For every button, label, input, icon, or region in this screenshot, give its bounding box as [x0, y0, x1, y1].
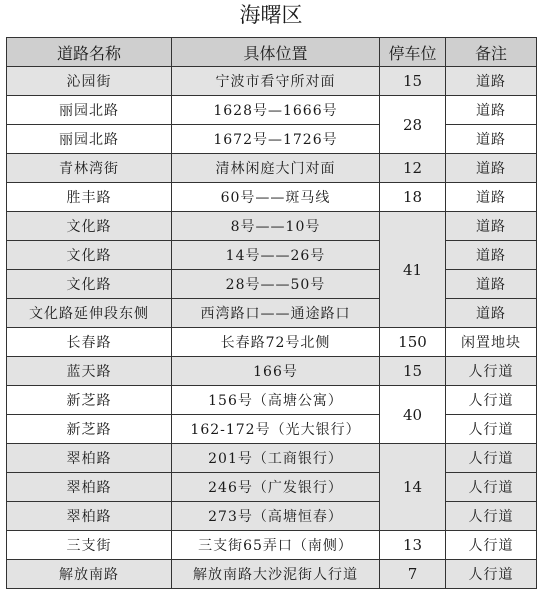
spaces-cell: 14 [380, 444, 446, 531]
location-cell: 246号（广发银行） [172, 473, 380, 502]
location-cell: 宁波市看守所对面 [172, 67, 380, 96]
table-row [7, 299, 537, 328]
note-cell: 人行道 [446, 531, 537, 560]
note-cell: 道路 [446, 299, 537, 328]
spaces-cell: 40 [380, 386, 446, 444]
note-cell: 人行道 [446, 415, 537, 444]
table-row [7, 125, 537, 154]
location-cell: 清林闲庭大门对面 [172, 154, 380, 183]
location-cell: 解放南路大沙泥街人行道 [172, 560, 380, 589]
spaces-cell: 7 [380, 560, 446, 589]
table-row [7, 67, 537, 96]
location-cell: 1672号—1726号 [172, 125, 380, 154]
note-cell: 道路 [446, 154, 537, 183]
spaces-cell: 150 [380, 328, 446, 357]
table-header-row [7, 38, 537, 67]
spaces-cell: 15 [380, 357, 446, 386]
road-cell: 解放南路 [7, 560, 172, 589]
spaces-cell: 13 [380, 531, 446, 560]
road-cell: 长春路 [7, 328, 172, 357]
table-row [7, 415, 537, 444]
road-cell: 新芝路 [7, 415, 172, 444]
location-cell: 273号（高塘恒春） [172, 502, 380, 531]
spaces-cell: 15 [380, 67, 446, 96]
road-cell: 沁园街 [7, 67, 172, 96]
spaces-cell: 18 [380, 183, 446, 212]
table-row [7, 270, 537, 299]
road-cell: 胜丰路 [7, 183, 172, 212]
table-row [7, 386, 537, 415]
location-cell: 201号（工商银行） [172, 444, 380, 473]
note-cell: 道路 [446, 67, 537, 96]
page-title: 海曙区 [239, 3, 303, 27]
table-row [7, 183, 537, 212]
road-cell: 青林湾街 [7, 154, 172, 183]
table-row [7, 531, 537, 560]
road-cell: 翠柏路 [7, 444, 172, 473]
spaces-cell: 28 [380, 96, 446, 154]
table-row [7, 560, 537, 589]
note-cell: 道路 [446, 212, 537, 241]
road-cell: 文化路 [7, 212, 172, 241]
road-cell: 翠柏路 [7, 473, 172, 502]
road-cell: 文化路延伸段东侧 [7, 299, 172, 328]
note-cell: 道路 [446, 96, 537, 125]
location-cell: 156号（高塘公寓） [172, 386, 380, 415]
table-row [7, 212, 537, 241]
road-cell: 新芝路 [7, 386, 172, 415]
parking-table [6, 37, 537, 589]
location-cell: 162-172号（光大银行） [172, 415, 380, 444]
note-cell: 人行道 [446, 473, 537, 502]
table-row [7, 357, 537, 386]
header-location: 具体位置 [172, 38, 380, 67]
note-cell: 人行道 [446, 502, 537, 531]
table-row [7, 96, 537, 125]
table-row [7, 473, 537, 502]
road-cell: 文化路 [7, 241, 172, 270]
location-cell: 长春路72号北侧 [172, 328, 380, 357]
header-road-name: 道路名称 [7, 38, 172, 67]
location-cell: 60号——斑马线 [172, 183, 380, 212]
location-cell: 14号——26号 [172, 241, 380, 270]
location-cell: 166号 [172, 357, 380, 386]
road-cell: 丽园北路 [7, 96, 172, 125]
road-cell: 翠柏路 [7, 502, 172, 531]
location-cell: 三支街65弄口（南侧） [172, 531, 380, 560]
note-cell: 闲置地块 [446, 328, 537, 357]
note-cell: 道路 [446, 183, 537, 212]
note-cell: 人行道 [446, 386, 537, 415]
note-cell: 人行道 [446, 444, 537, 473]
table-row [7, 328, 537, 357]
header-note: 备注 [446, 38, 537, 67]
spaces-cell: 12 [380, 154, 446, 183]
location-cell: 28号——50号 [172, 270, 380, 299]
note-cell: 道路 [446, 241, 537, 270]
road-cell: 蓝天路 [7, 357, 172, 386]
table-row [7, 444, 537, 473]
spaces-cell: 41 [380, 212, 446, 328]
note-cell: 道路 [446, 270, 537, 299]
location-cell: 1628号—1666号 [172, 96, 380, 125]
road-cell: 丽园北路 [7, 125, 172, 154]
table-row [7, 241, 537, 270]
table-row [7, 502, 537, 531]
note-cell: 道路 [446, 125, 537, 154]
note-cell: 人行道 [446, 357, 537, 386]
road-cell: 文化路 [7, 270, 172, 299]
road-cell: 三支街 [7, 531, 172, 560]
location-cell: 8号——10号 [172, 212, 380, 241]
table-row [7, 154, 537, 183]
location-cell: 西湾路口——通途路口 [172, 299, 380, 328]
note-cell: 人行道 [446, 560, 537, 589]
header-parking-spaces: 停车位 [380, 38, 446, 67]
